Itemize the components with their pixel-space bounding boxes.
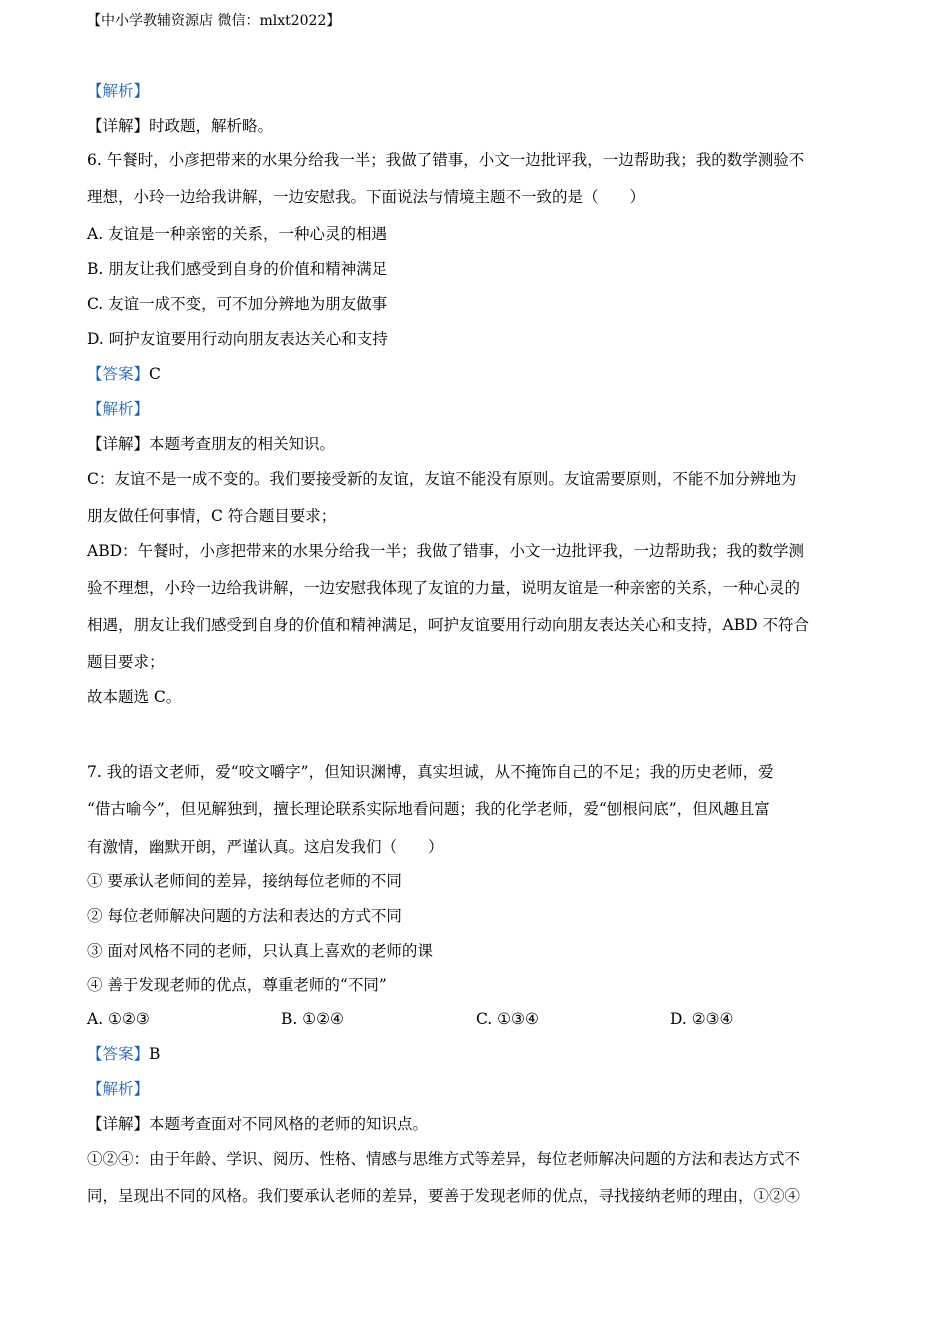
q7-option-a: A. ①②③ [87,1010,150,1028]
page-header: 【中小学教辅资源店 微信：mlxt2022】 [87,13,341,29]
q6-option-a: A. 友谊是一种亲密的关系，一种心灵的相遇 [87,225,388,243]
q7-option-d: D. ②③④ [670,1010,734,1028]
q6-explanation-line: 相遇，朋友让我们感受到自身的价值和精神满足，呵护友谊要用行动向朋友表达关心和支持，ABD 不符合 [87,616,809,634]
q7-explanation-line: ①②④：由于年龄、学识、阅历、性格、情感与思维方式等差异，每位老师解决问题的方法和表达方式不 [87,1150,801,1168]
q6-stem-line-1: 6. 午餐时，小彦把带来的水果分给我一半；我做了错事，小文一边批评我，一边帮助我；我的数学测验不 [87,151,805,169]
q7-statement-1: ① 要承认老师间的差异，接纳每位老师的不同 [87,872,402,890]
q6-answer: C [149,365,161,383]
q5-analysis-tag: 【解析】 [87,82,150,100]
q7-detail-text: 本题考查面对不同风格的老师的知识点。 [149,1115,429,1133]
q6-detail-text: 本题考查朋友的相关知识。 [149,435,336,453]
q5-detail-line [87,116,273,136]
q7-statement-3: ③ 面对风格不同的老师，只认真上喜欢的老师的课 [87,942,433,960]
q7-analysis-tag: 【解析】 [87,1080,150,1098]
q6-option-d: D. 呵护友谊要用行动向朋友表达关心和支持 [87,330,388,348]
q5-detail-tag: 【详解】 [87,117,150,135]
q6-answer-line [87,364,161,384]
q6-explanation-line: 朋友做任何事情，C 符合题目要求； [87,507,337,525]
q7-stem-line-1: 7. 我的语文老师，爱“咬文嚼字”，但知识渊博，真实坦诚，从不掩饰自己的不足；我的历史老师，爱 [87,763,774,781]
q7-explanation-line: 同，呈现出不同的风格。我们要承认老师的差异，要善于发现老师的优点，寻找接纳老师的理由，①②④ [87,1187,801,1205]
q6-stem-line-2: 理想，小玲一边给我讲解，一边安慰我。下面说法与情境主题不一致的是（ ） [87,188,646,206]
q7-stem-line-2: “借古喻今”，但见解独到，擅长理论联系实际地看问题；我的化学老师，爱“刨根问底”，但风趣且富 [87,800,770,818]
q6-option-c: C. 友谊一成不变，可不加分辨地为朋友做事 [87,295,388,313]
q6-explanation-line: C：友谊不是一成不变的。我们要接受新的友谊，友谊不能没有原则。友谊需要原则，不能不加分辨地为 [87,470,797,488]
q7-option-c: C. ①③④ [476,1010,539,1028]
q7-option-b: B. ①②④ [281,1010,344,1028]
q6-answer-tag: 【答案】 [87,365,150,383]
q7-stem-line-3: 有激情，幽默开朗，严谨认真。这启发我们（ ） [87,838,444,856]
q7-statement-2: ② 每位老师解决问题的方法和表达的方式不同 [87,907,402,925]
q7-detail-line [87,1114,428,1134]
q6-explanation-line: ABD：午餐时，小彦把带来的水果分给我一半；我做了错事，小文一边批评我，一边帮助我；我的数学测 [87,542,805,560]
q7-answer: B [149,1045,161,1063]
q6-explanation-line: 验不理想，小玲一边给我讲解，一边安慰我体现了友谊的力量，说明友谊是一种亲密的关系，一种心灵的 [87,579,801,597]
q7-detail-tag: 【详解】 [87,1115,150,1133]
q6-conclusion: 故本题选 C。 [87,688,182,706]
q6-detail-line [87,434,335,454]
q6-analysis-tag: 【解析】 [87,400,150,418]
q5-detail-text: 时政题，解析略。 [149,117,274,135]
q7-answer-line [87,1044,160,1064]
q7-statement-4: ④ 善于发现老师的优点，尊重老师的“不同” [87,976,387,994]
q6-explanation-line: 题目要求； [87,653,165,671]
q7-answer-tag: 【答案】 [87,1045,150,1063]
q6-option-b: B. 朋友让我们感受到自身的价值和精神满足 [87,260,388,278]
q6-detail-tag: 【详解】 [87,435,150,453]
